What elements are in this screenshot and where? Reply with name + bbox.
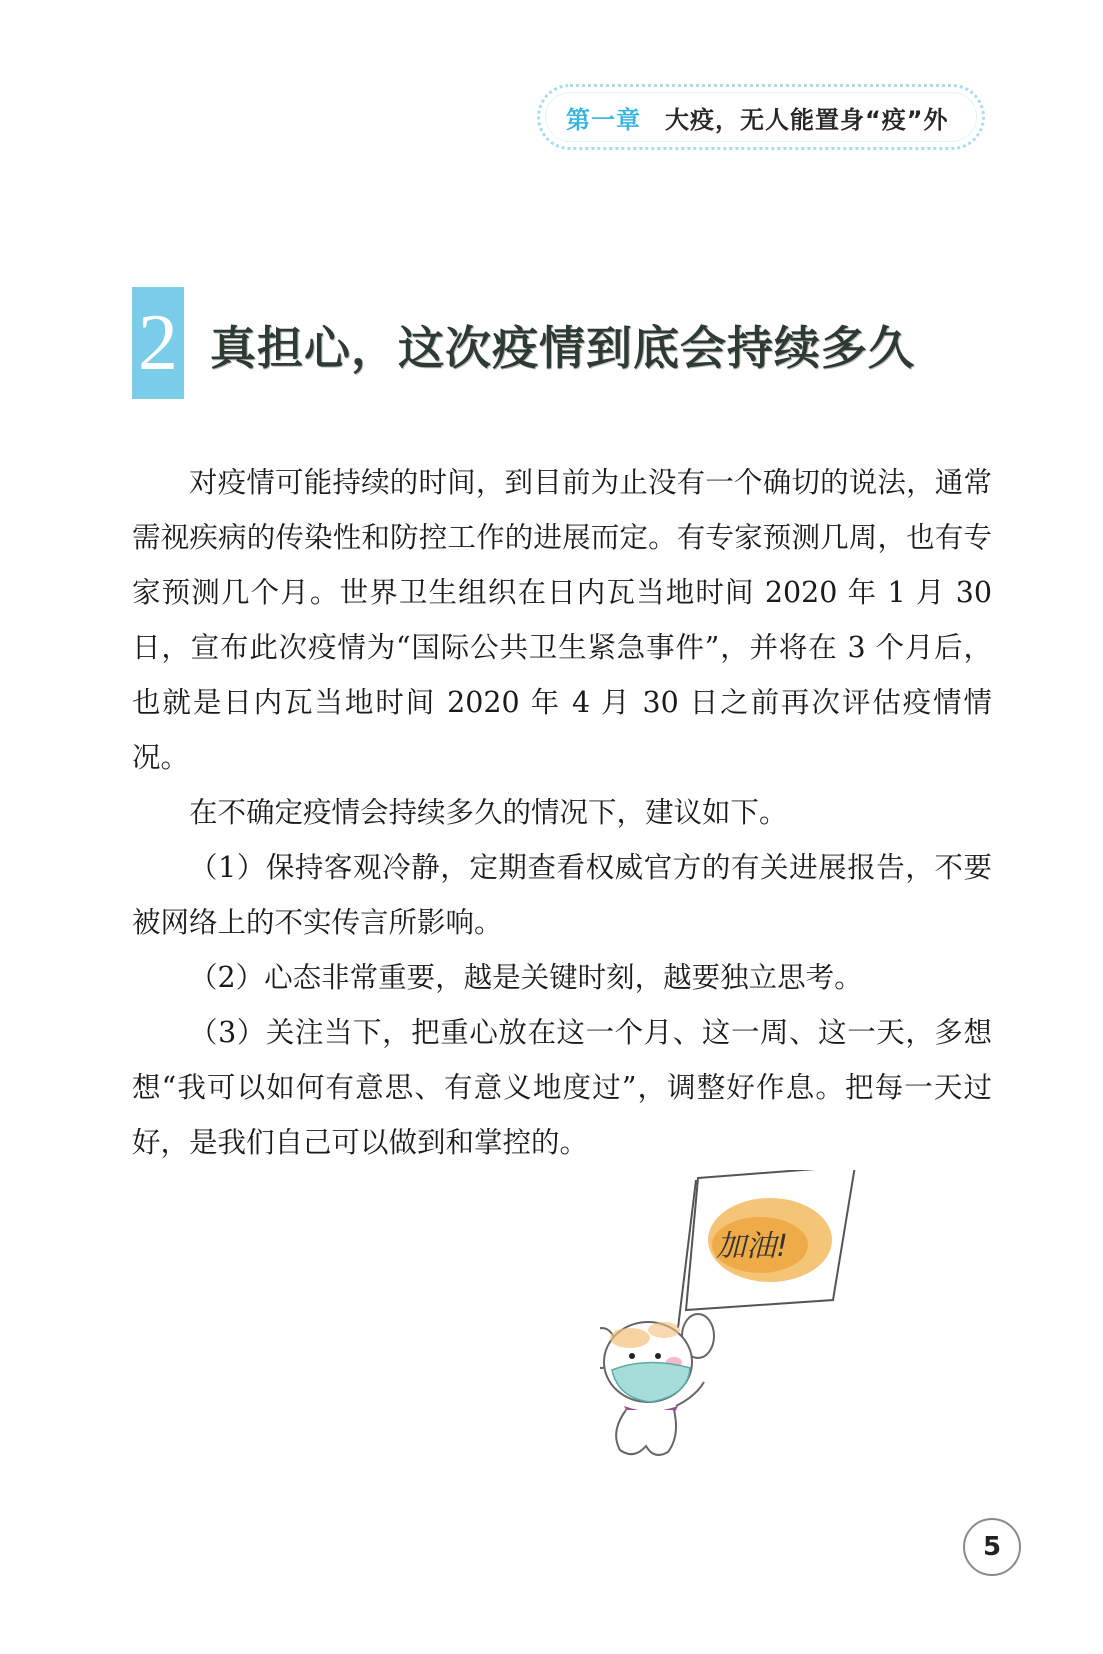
chapter-header [537,84,985,150]
body-text [132,455,992,1170]
paragraph-intro: 对疫情可能持续的时间，到目前为止没有一个确切的说法，通常需视疾病的传染性和防控工作的进展而定。有专家预测几周，也有专家预测几个月。世界卫生组织在日内瓦当地时间 2020 年 1 月 30 日，宣布此次疫情为“国际公共卫生紧急事件”，并将在 3 个月后，也就是日内瓦当地时间 2020 年 4 月 30 日之前再次评估疫情情况。 [132,466,992,774]
page-number: 5 [963,1518,1021,1576]
chapter-label: 第一章 [566,105,641,134]
flag-text: 加油! [716,1229,789,1264]
section-title: 真担心，这次疫情到底会持续多久 [210,321,915,375]
chapter-title: 大疫，无人能置身“疫”外 [665,105,949,134]
mascot-flag-illustration [600,1170,920,1470]
advice-item-3: （3）关注当下，把重心放在这一个月、这一周、这一天，多想想“我可以如何有意思、有意义地度过”，调整好作息。把每一天过好，是我们自己可以做到和掌控的。 [132,1016,992,1159]
advice-item-1: （1）保持客观冷静，定期查看权威官方的有关进展报告，不要被网络上的不实传言所影响。 [132,851,992,939]
section-number-badge: 2 [132,287,184,399]
advice-item-2: （2）心态非常重要，越是关键时刻，越要独立思考。 [189,961,863,994]
paragraph-advice-lead: 在不确定疫情会持续多久的情况下，建议如下。 [189,796,788,829]
